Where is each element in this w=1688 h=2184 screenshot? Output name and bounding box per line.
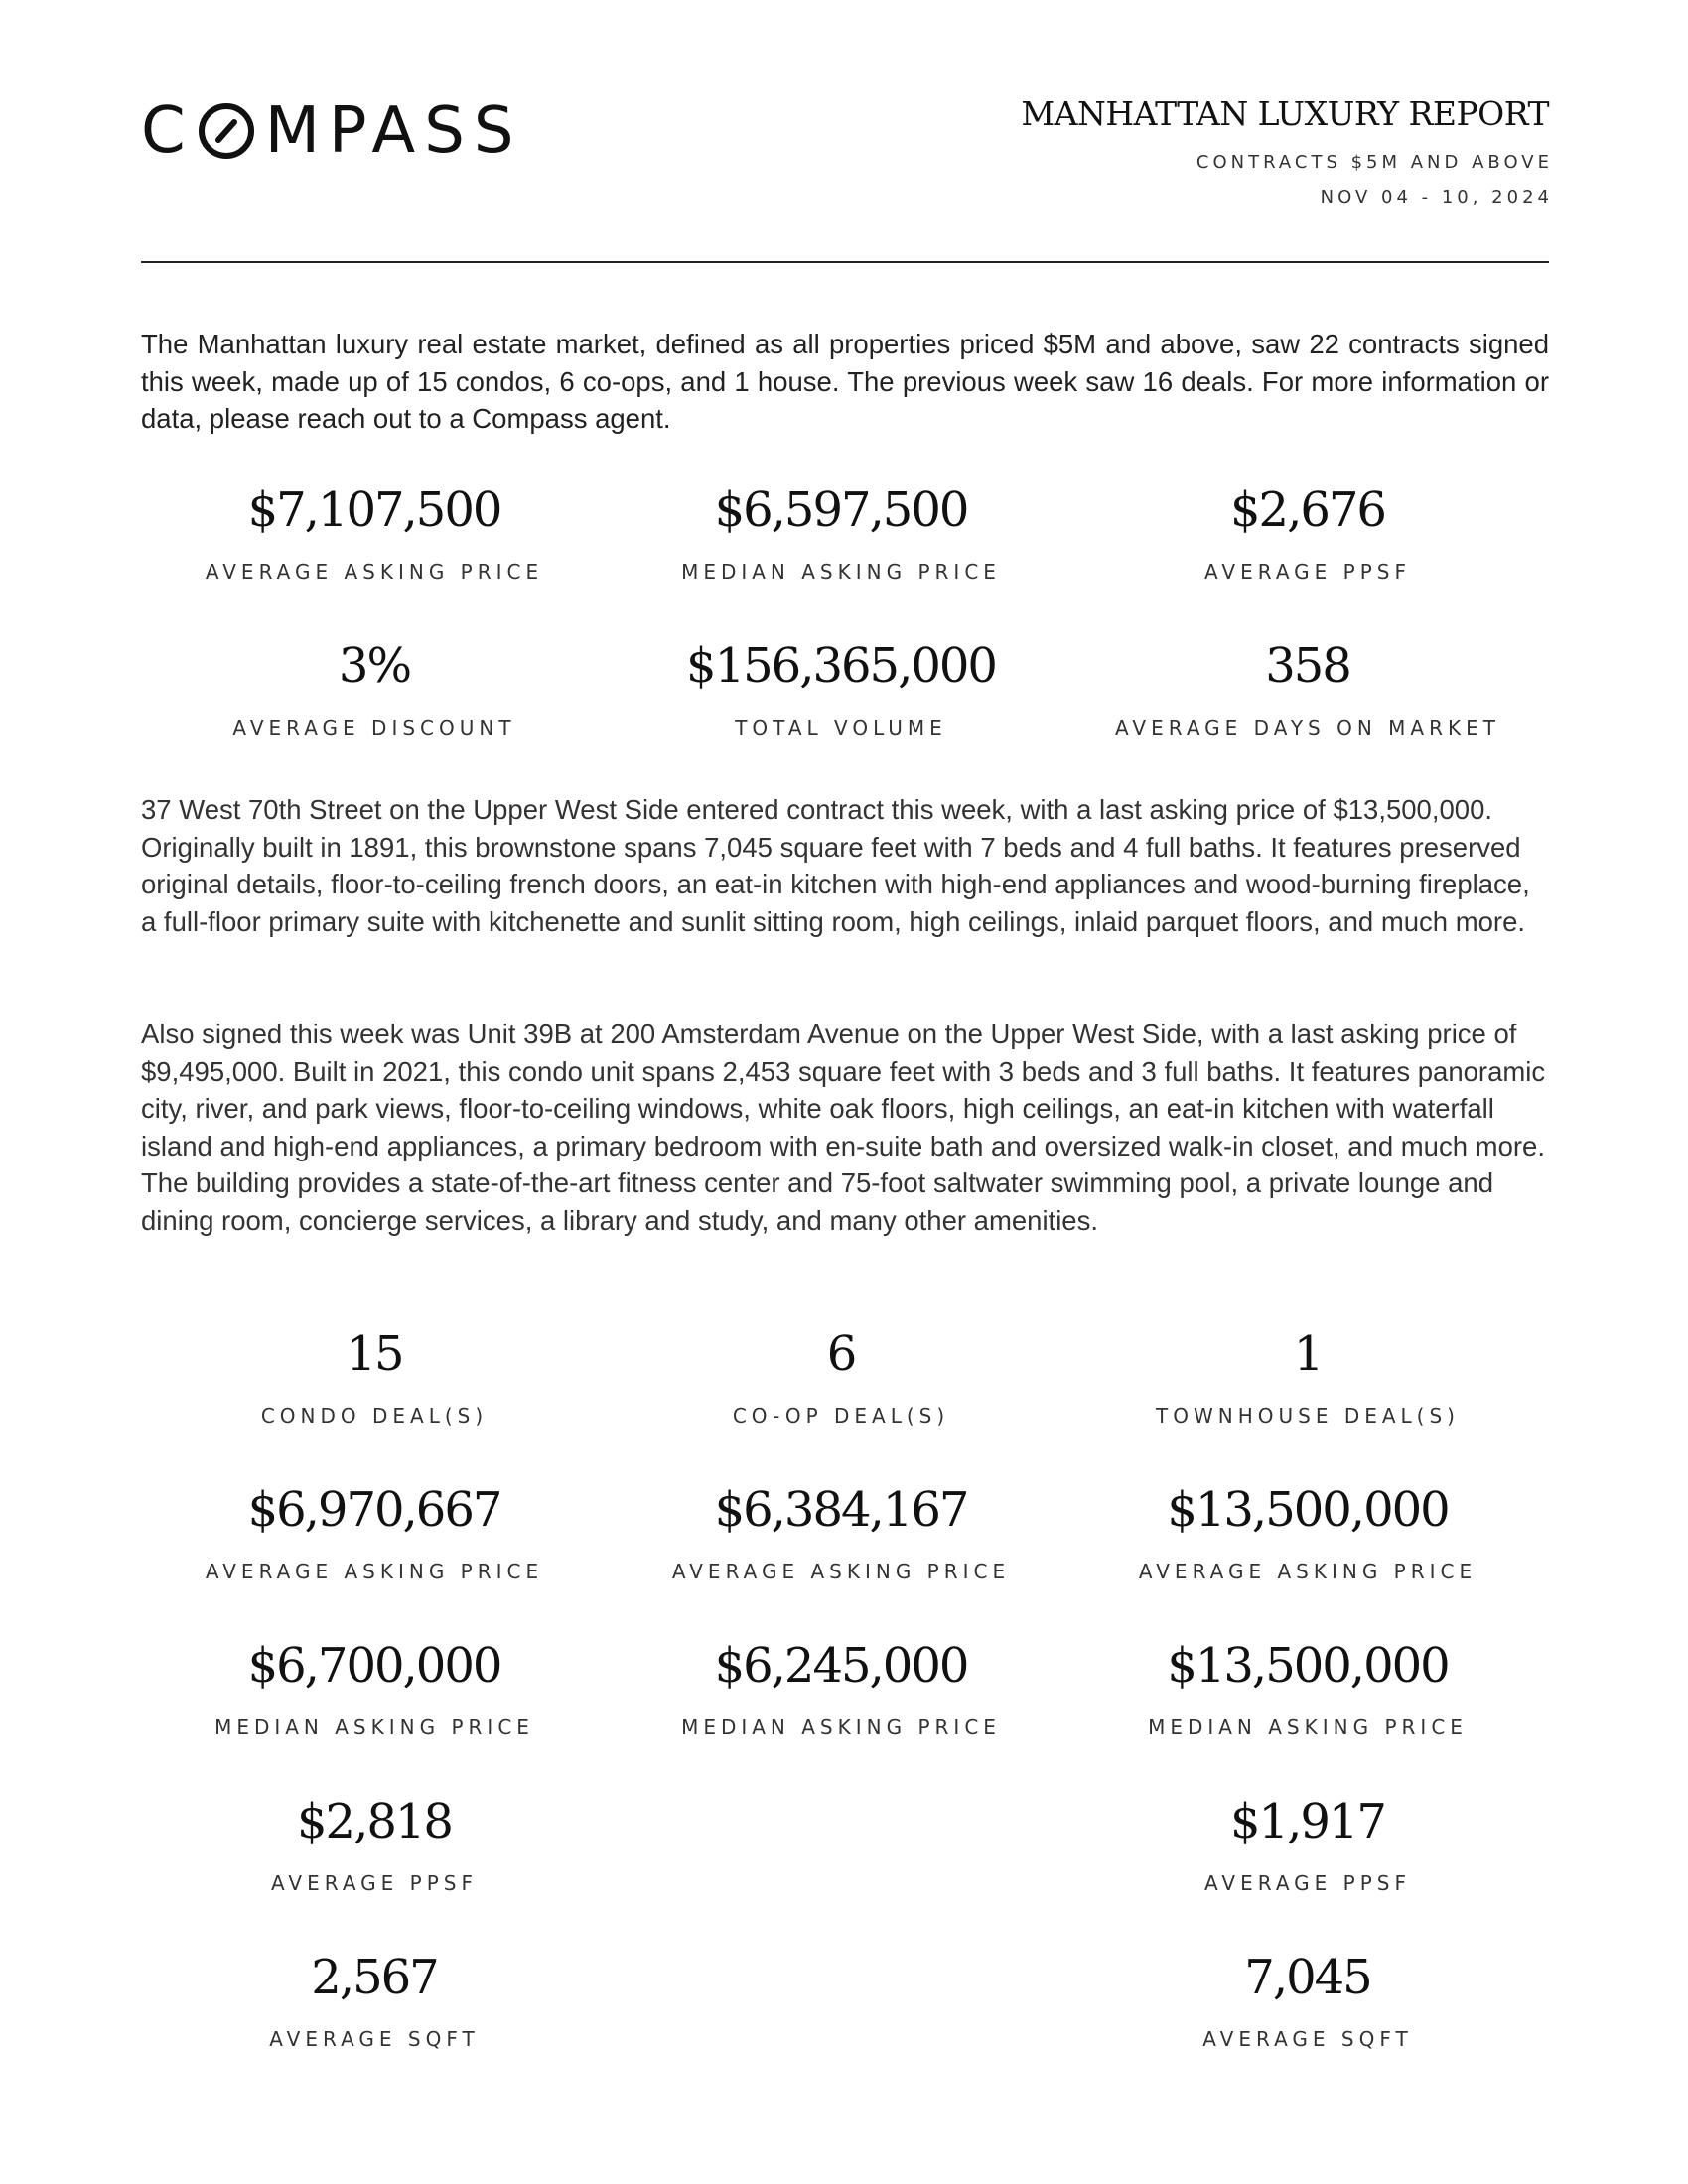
report-page bbox=[141, 0, 1553, 2051]
stat-value: $2,676 bbox=[1230, 482, 1385, 538]
stat-label: AVERAGE SQFT bbox=[1202, 2027, 1413, 2051]
compass-o-icon bbox=[197, 101, 256, 161]
townhouse-stat bbox=[1074, 1482, 1541, 1583]
stat-value: $6,597,500 bbox=[714, 482, 968, 538]
report-header bbox=[141, 0, 1553, 263]
townhouse-stat bbox=[1074, 1638, 1541, 1739]
report-subtitle: CONTRACTS $5M AND ABOVE bbox=[1196, 152, 1553, 173]
stat-label: MEDIAN ASKING PRICE bbox=[681, 560, 1001, 584]
townhouse-stat bbox=[1074, 1950, 1541, 2051]
compass-logo: C MPASS bbox=[141, 94, 523, 168]
stat-value: $13,500,000 bbox=[1167, 1638, 1449, 1694]
stat-value: $6,970,667 bbox=[247, 1482, 501, 1538]
header-divider bbox=[141, 261, 1549, 263]
summary-stat bbox=[141, 638, 608, 740]
stat-label: MEDIAN ASKING PRICE bbox=[681, 1715, 1001, 1739]
townhouse-stat bbox=[1074, 1794, 1541, 1895]
stat-label: TOTAL VOLUME bbox=[735, 716, 947, 740]
summary-stat bbox=[1074, 482, 1541, 584]
stat-value: 358 bbox=[1265, 638, 1350, 694]
stat-value: 7,045 bbox=[1244, 1950, 1371, 2005]
stat-label: AVERAGE ASKING PRICE bbox=[205, 560, 544, 584]
stat-label: AVERAGE ASKING PRICE bbox=[205, 1560, 544, 1583]
summary-stat bbox=[1074, 638, 1541, 740]
coop-stat bbox=[608, 1638, 1074, 1739]
stat-value: $7,107,500 bbox=[247, 482, 501, 538]
stat-label: CONDO DEAL(S) bbox=[260, 1404, 489, 1428]
stat-value: 1 bbox=[1293, 1326, 1323, 1382]
stat-value: $2,818 bbox=[297, 1794, 452, 1849]
stat-label: MEDIAN ASKING PRICE bbox=[214, 1715, 534, 1739]
stat-label: TOWNHOUSE DEAL(S) bbox=[1156, 1404, 1460, 1428]
stat-value: 6 bbox=[826, 1326, 856, 1382]
summary-stat bbox=[141, 482, 608, 584]
stat-label: CO-OP DEAL(S) bbox=[732, 1404, 950, 1428]
stat-value: $6,384,167 bbox=[714, 1482, 968, 1538]
condo-stat bbox=[141, 1482, 608, 1583]
stat-value: $1,917 bbox=[1230, 1794, 1385, 1849]
intro-paragraph: The Manhattan luxury real estate market, defined as all properties priced $5M and above, saw 22 contracts signed this week, made up of 15 condos, 6 co-ops, and 1 house. The previous week saw 16 deals. For more information or data, please reach out to a Compass agent. bbox=[141, 329, 1549, 434]
condo-stat bbox=[141, 1326, 608, 1428]
stat-value: $156,365,000 bbox=[686, 638, 996, 694]
stat-value: 2,567 bbox=[311, 1950, 438, 2005]
stat-value: 3% bbox=[338, 638, 411, 694]
stat-label: AVERAGE ASKING PRICE bbox=[1138, 1560, 1477, 1583]
stat-label: AVERAGE DISCOUNT bbox=[232, 716, 516, 740]
stat-value: $13,500,000 bbox=[1167, 1482, 1449, 1538]
condo-stat bbox=[141, 1638, 608, 1739]
stat-label: AVERAGE SQFT bbox=[269, 2027, 480, 2051]
stat-label: AVERAGE PPSF bbox=[1204, 1871, 1411, 1895]
summary-stat bbox=[608, 482, 1074, 584]
report-date-range: NOV 04 - 10, 2024 bbox=[1320, 187, 1553, 207]
stat-value: $6,700,000 bbox=[247, 1638, 501, 1694]
stat-value: 15 bbox=[346, 1326, 403, 1382]
condo-stat bbox=[141, 1794, 608, 1895]
second-listing-paragraph: Also signed this week was Unit 39B at 200 Amsterdam Avenue on the Upper West Side, with a last asking price of $9,495,000. Built in 2021, this condo unit spans 2,453 square feet with 3 beds and 3 full baths. It features panoramic city, river, and park views, floor-to-ceiling windows, white oak floors, high ceilings, an eat-in kitchen with waterfall island and high-end appliances, a primary bedroom with en-suite bath and oversized walk-in closet, and much more. The building provides a state-of-the-art fitness center and 75-foot saltwater swimming pool, a private lounge and dining room, concierge services, a library and study, and many other amenities. bbox=[141, 1019, 1546, 1236]
coop-stat bbox=[608, 1326, 1074, 1428]
summary-stat bbox=[608, 638, 1074, 740]
stat-label: AVERAGE DAYS ON MARKET bbox=[1115, 716, 1500, 740]
condo-stat bbox=[141, 1950, 608, 2051]
report-title: MANHATTAN LUXURY REPORT bbox=[1021, 94, 1549, 133]
coop-stat bbox=[608, 1482, 1074, 1583]
stat-label: AVERAGE PPSF bbox=[1204, 560, 1411, 584]
stat-label: MEDIAN ASKING PRICE bbox=[1148, 1715, 1468, 1739]
stat-label: AVERAGE ASKING PRICE bbox=[671, 1560, 1011, 1583]
stat-value: $6,245,000 bbox=[714, 1638, 968, 1694]
stat-label: AVERAGE PPSF bbox=[271, 1871, 478, 1895]
report-heading bbox=[1021, 94, 1553, 207]
townhouse-stat bbox=[1074, 1326, 1541, 1428]
featured-listing-paragraph: 37 West 70th Street on the Upper West Side entered contract this week, with a last asking price of $13,500,000. Originally built in 1891, this brownstone spans 7,045 square feet with 7 beds and 4 full baths. It features preserved original details, floor-to-ceiling french doors, an eat-in kitchen with high-end appliances and wood-burning fireplace, a full-floor primary suite with kitchenette and sunlit sitting room, high ceilings, inlaid parquet floors, and much more. bbox=[141, 794, 1530, 937]
